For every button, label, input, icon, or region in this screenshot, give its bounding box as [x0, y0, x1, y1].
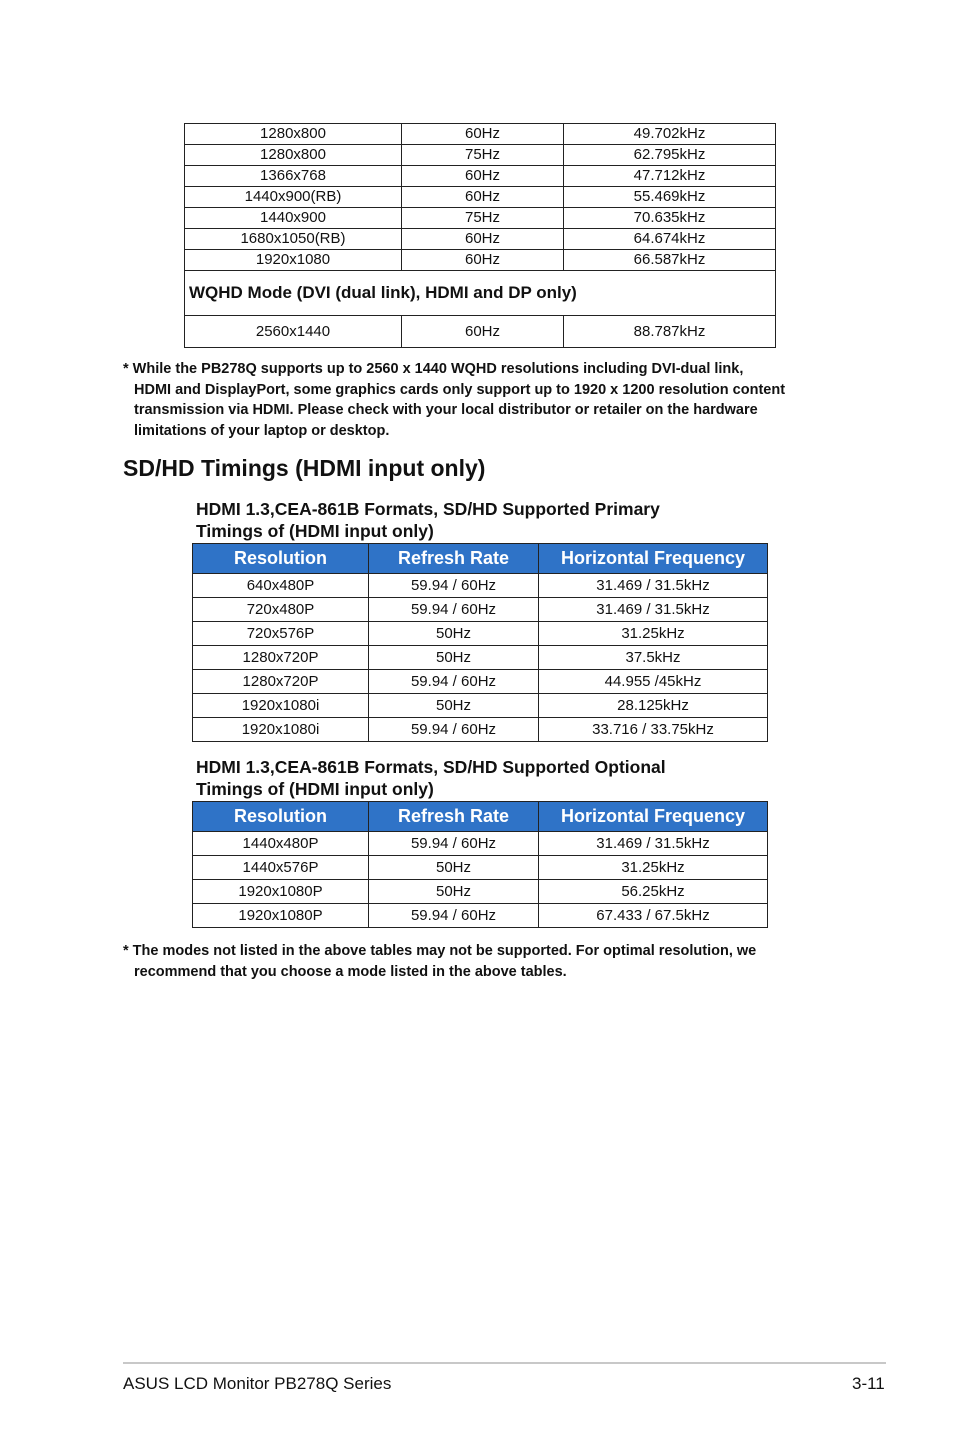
horizontal-frequency-cell: 44.955 /45kHz	[539, 670, 768, 694]
table-row	[185, 250, 776, 271]
note-line: HDMI and DisplayPort, some graphics cards only support up to 1920 x 1200 resolution content	[134, 381, 786, 398]
horizontal-frequency-cell: 70.635kHz	[564, 208, 776, 229]
refresh-rate-cell: 75Hz	[402, 145, 564, 166]
table-row	[193, 880, 768, 904]
table-row	[193, 670, 768, 694]
refresh-rate-header: Refresh Rate	[369, 802, 539, 832]
table-row	[185, 229, 776, 250]
table-row	[193, 856, 768, 880]
table-header-row	[193, 544, 768, 574]
table-row	[193, 832, 768, 856]
refresh-rate-cell: 50Hz	[369, 880, 539, 904]
refresh-rate-cell: 60Hz	[402, 250, 564, 271]
horizontal-frequency-cell: 88.787kHz	[564, 316, 776, 348]
horizontal-frequency-cell: 31.25kHz	[539, 856, 768, 880]
horizontal-frequency-cell: 37.5kHz	[539, 646, 768, 670]
resolution-cell: 2560x1440	[185, 316, 402, 348]
table-row	[185, 208, 776, 229]
page-number: 3-11	[852, 1374, 885, 1393]
timing-table-continued	[184, 123, 776, 271]
heading-line: HDMI 1.3,CEA-861B Formats, SD/HD Supported Optional	[196, 757, 666, 777]
wqhd-table	[184, 315, 776, 348]
resolution-cell: 1440x576P	[193, 856, 369, 880]
horizontal-frequency-cell: 64.674kHz	[564, 229, 776, 250]
refresh-rate-header: Refresh Rate	[369, 544, 539, 574]
horizontal-frequency-header: Horizontal Frequency	[539, 802, 768, 832]
primary-timings-heading	[196, 498, 660, 542]
resolution-header: Resolution	[193, 802, 369, 832]
horizontal-frequency-cell: 31.469 / 31.5kHz	[539, 832, 768, 856]
resolution-cell: 1920x1080	[185, 250, 402, 271]
note-line: recommend that you choose a mode listed in the above tables.	[134, 963, 567, 980]
table-row	[193, 574, 768, 598]
table-header-row	[193, 802, 768, 832]
table-row	[193, 598, 768, 622]
table-row	[185, 187, 776, 208]
unsupported-modes-note	[123, 941, 756, 982]
note-line: limitations of your laptop or desktop.	[134, 422, 390, 439]
resolution-cell: 720x576P	[193, 622, 369, 646]
resolution-note	[123, 359, 785, 441]
table-body	[185, 124, 776, 271]
note-line: * While the PB278Q supports up to 2560 x 1440 WQHD resolutions including DVI-dual link,	[123, 361, 744, 377]
resolution-header: Resolution	[193, 544, 369, 574]
table-row	[193, 646, 768, 670]
refresh-rate-cell: 60Hz	[402, 229, 564, 250]
refresh-rate-cell: 59.94 / 60Hz	[369, 598, 539, 622]
resolution-cell: 1920x1080P	[193, 880, 369, 904]
optional-timings-heading	[196, 756, 666, 800]
horizontal-frequency-cell: 67.433 / 67.5kHz	[539, 904, 768, 928]
horizontal-frequency-cell: 55.469kHz	[564, 187, 776, 208]
footer-product-name: ASUS LCD Monitor PB278Q Series	[123, 1374, 392, 1393]
table-row	[193, 904, 768, 928]
refresh-rate-cell: 50Hz	[369, 694, 539, 718]
table-row	[193, 694, 768, 718]
resolution-cell: 1920x1080i	[193, 718, 369, 742]
resolution-cell: 720x480P	[193, 598, 369, 622]
footer-divider	[123, 1362, 886, 1364]
heading-line: Timings of (HDMI input only)	[196, 779, 434, 799]
table-row	[193, 718, 768, 742]
resolution-cell: 1440x900	[185, 208, 402, 229]
horizontal-frequency-cell: 47.712kHz	[564, 166, 776, 187]
table-row	[193, 622, 768, 646]
refresh-rate-cell: 59.94 / 60Hz	[369, 904, 539, 928]
table-row	[185, 166, 776, 187]
refresh-rate-cell: 60Hz	[402, 316, 564, 348]
table-row	[185, 124, 776, 145]
refresh-rate-cell: 60Hz	[402, 187, 564, 208]
heading-line: Timings of (HDMI input only)	[196, 521, 434, 541]
resolution-cell: 1680x1050(RB)	[185, 229, 402, 250]
horizontal-frequency-cell: 49.702kHz	[564, 124, 776, 145]
wqhd-heading-box	[184, 271, 776, 315]
note-line: * The modes not listed in the above tables may not be supported. For optimal resolution, we	[123, 943, 757, 959]
refresh-rate-cell: 60Hz	[402, 166, 564, 187]
refresh-rate-cell: 50Hz	[369, 856, 539, 880]
heading-line: HDMI 1.3,CEA-861B Formats, SD/HD Supported Primary	[196, 499, 660, 519]
refresh-rate-cell: 75Hz	[402, 208, 564, 229]
optional-timings-table	[192, 801, 768, 928]
table-row	[185, 316, 776, 348]
resolution-cell: 640x480P	[193, 574, 369, 598]
resolution-cell: 1280x800	[185, 145, 402, 166]
horizontal-frequency-cell: 66.587kHz	[564, 250, 776, 271]
refresh-rate-cell: 59.94 / 60Hz	[369, 670, 539, 694]
section-title: SD/HD Timings (HDMI input only)	[123, 455, 486, 481]
table-row	[185, 145, 776, 166]
horizontal-frequency-cell: 56.25kHz	[539, 880, 768, 904]
horizontal-frequency-cell: 62.795kHz	[564, 145, 776, 166]
horizontal-frequency-cell: 31.469 / 31.5kHz	[539, 574, 768, 598]
horizontal-frequency-cell: 33.716 / 33.75kHz	[539, 718, 768, 742]
refresh-rate-cell: 60Hz	[402, 124, 564, 145]
horizontal-frequency-cell: 28.125kHz	[539, 694, 768, 718]
primary-timings-table	[192, 543, 768, 742]
resolution-cell: 1280x800	[185, 124, 402, 145]
resolution-cell: 1440x900(RB)	[185, 187, 402, 208]
refresh-rate-cell: 59.94 / 60Hz	[369, 574, 539, 598]
refresh-rate-cell: 59.94 / 60Hz	[369, 832, 539, 856]
wqhd-heading: WQHD Mode (DVI (dual link), HDMI and DP only)	[189, 283, 577, 302]
resolution-cell: 1920x1080i	[193, 694, 369, 718]
note-line: transmission via HDMI. Please check with your local distributor or retailer on the hardware	[134, 402, 758, 418]
refresh-rate-cell: 50Hz	[369, 622, 539, 646]
resolution-cell: 1280x720P	[193, 646, 369, 670]
horizontal-frequency-cell: 31.25kHz	[539, 622, 768, 646]
refresh-rate-cell: 50Hz	[369, 646, 539, 670]
resolution-cell: 1280x720P	[193, 670, 369, 694]
resolution-cell: 1366x768	[185, 166, 402, 187]
horizontal-frequency-cell: 31.469 / 31.5kHz	[539, 598, 768, 622]
horizontal-frequency-header: Horizontal Frequency	[539, 544, 768, 574]
resolution-cell: 1440x480P	[193, 832, 369, 856]
resolution-cell: 1920x1080P	[193, 904, 369, 928]
refresh-rate-cell: 59.94 / 60Hz	[369, 718, 539, 742]
